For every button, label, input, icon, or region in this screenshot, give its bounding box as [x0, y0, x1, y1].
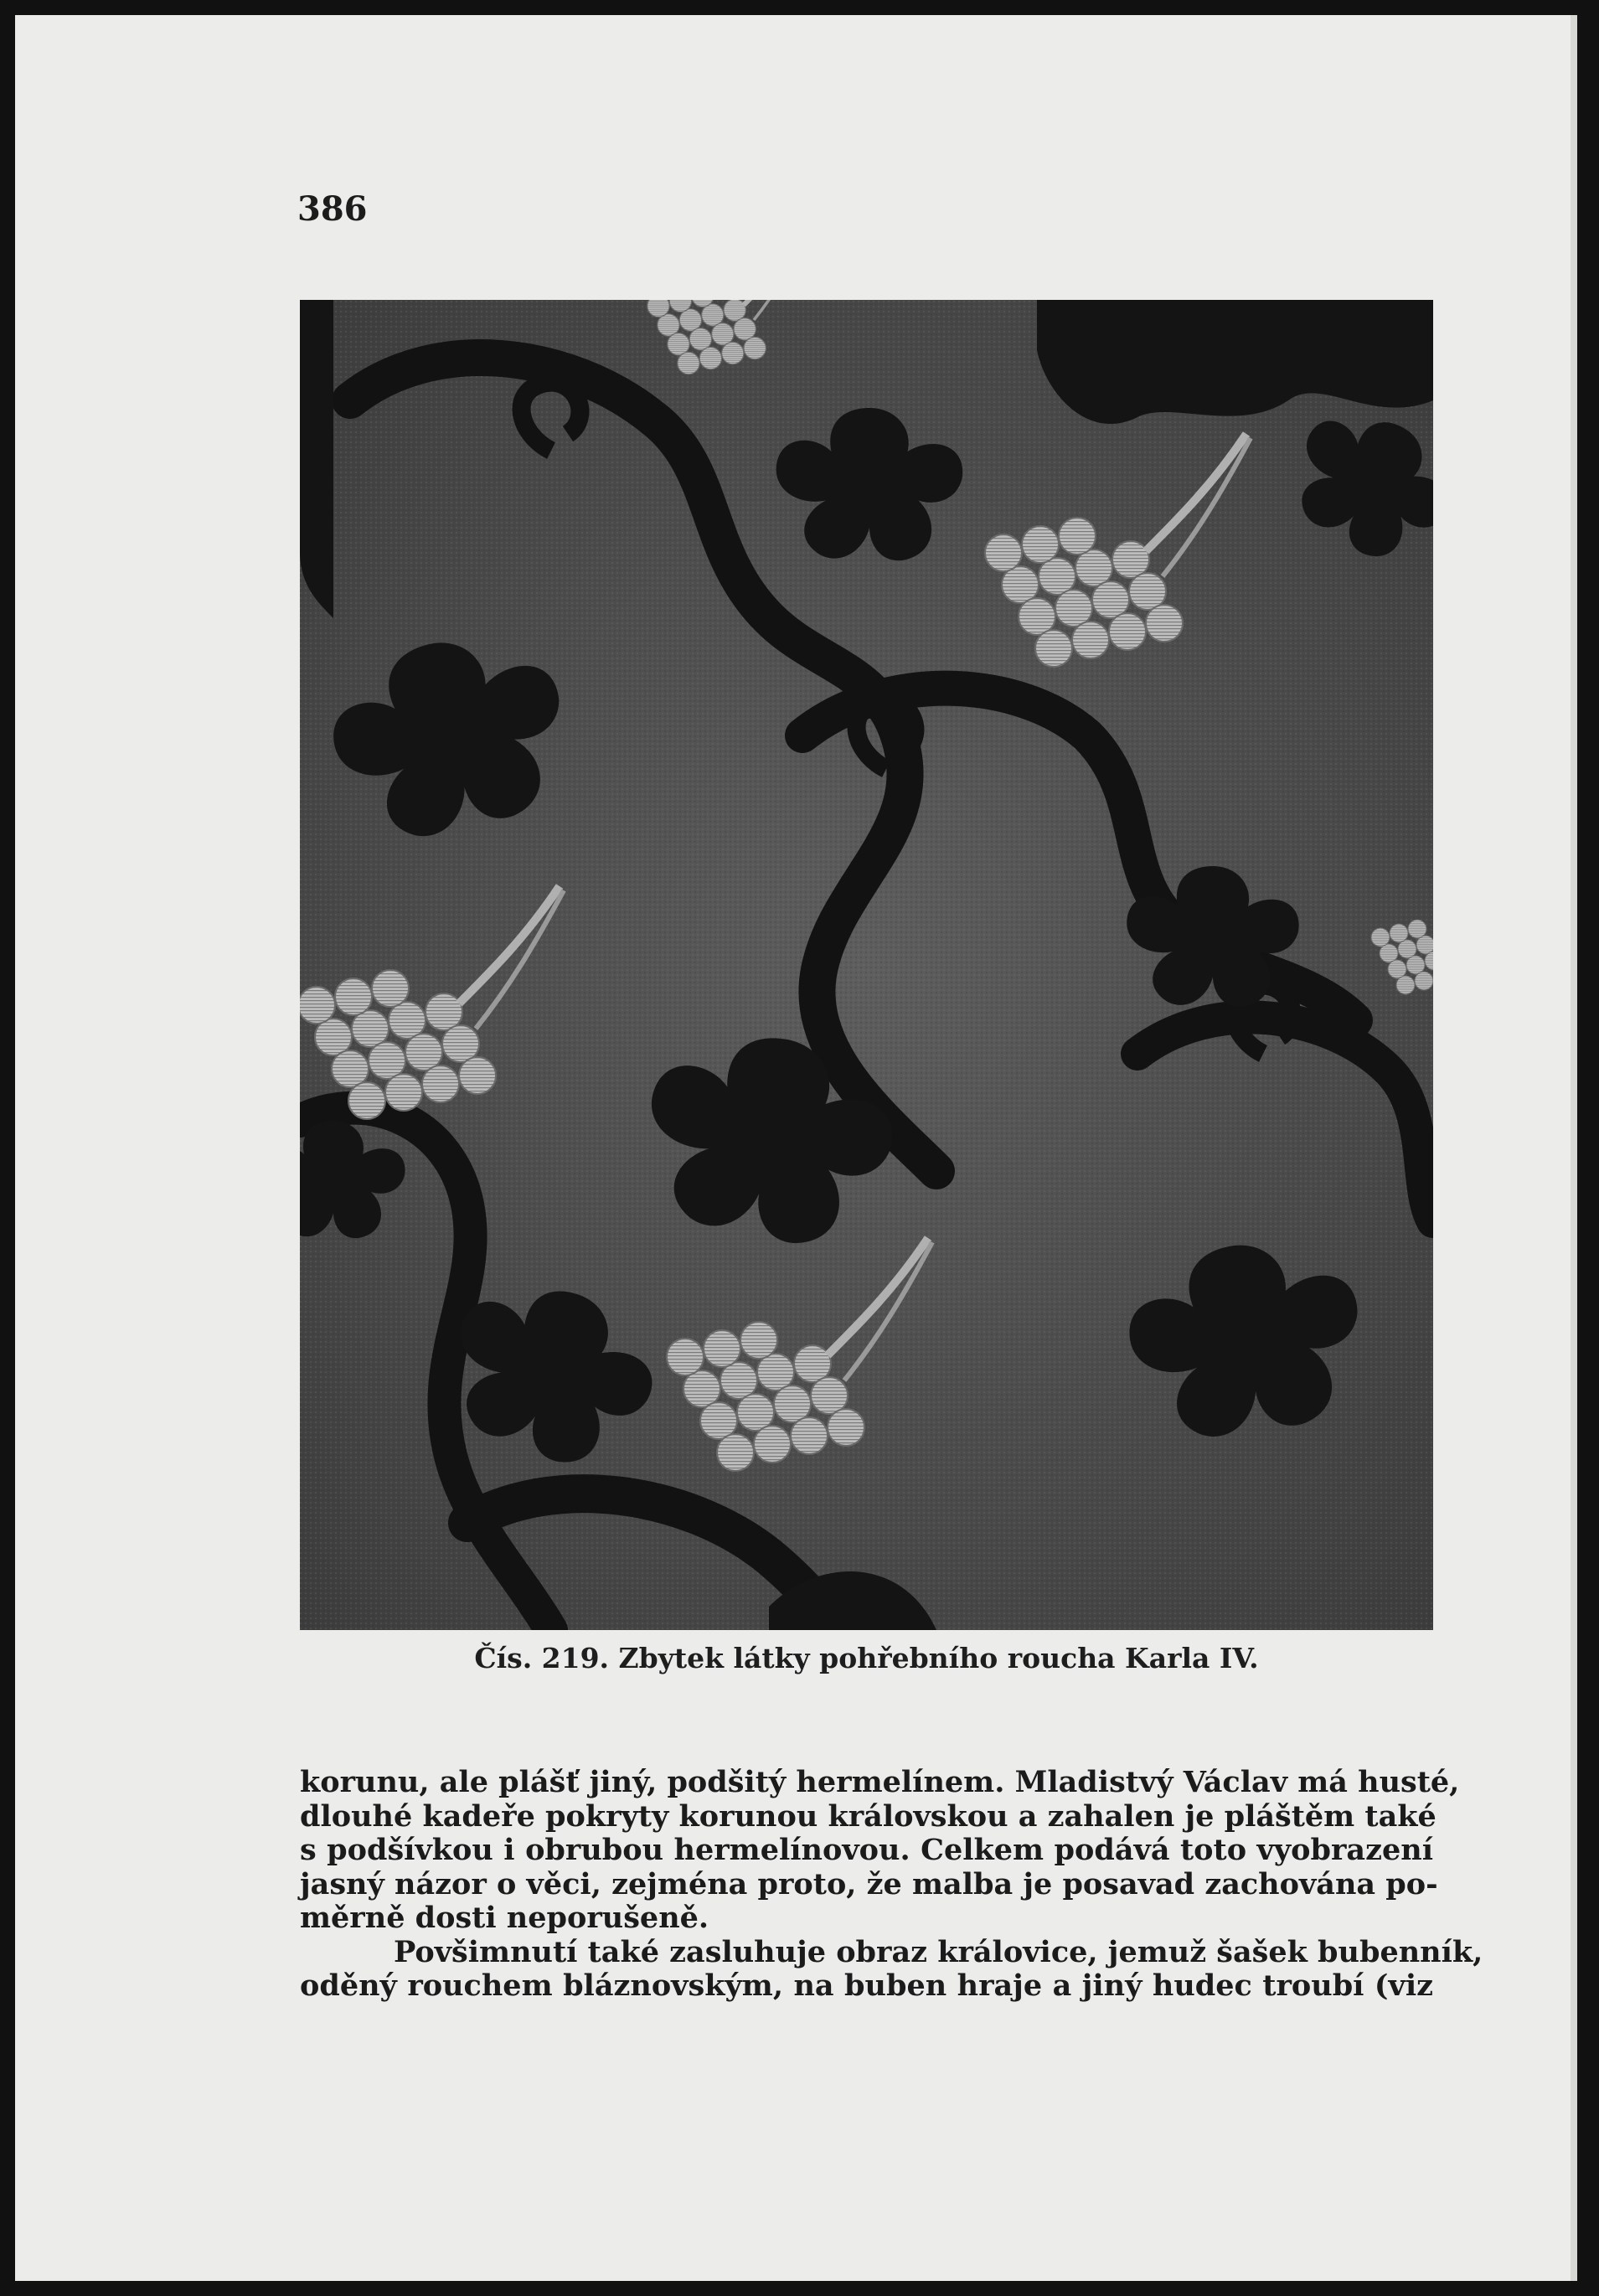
text-line: měrně dosti neporušeně.	[300, 1901, 709, 1935]
page-number: 386	[297, 189, 368, 229]
text-line: oděný rouchem bláznovským, na buben hraje a jiný hudec troubí (viz	[300, 1968, 1433, 2003]
text-line: Povšimnutí také zasluhuje obraz královice, jemuž šašek bubenník,	[394, 1934, 1483, 1969]
text-line: s podšívkou i obrubou hermelínovou. Celkem podává toto vyobrazení	[300, 1833, 1433, 1867]
book-page	[15, 15, 1577, 2281]
fabric-photograph	[300, 300, 1433, 1630]
figure-caption: Čís. 219. Zbytek látky pohřebního roucha Karla IV.	[474, 1642, 1259, 1674]
body-text	[300, 1765, 1483, 2004]
fabric-pattern-image	[300, 300, 1433, 1630]
text-line: jasný názor o věci, zejména proto, že malba je posavad zachována po-	[300, 1866, 1438, 1901]
text-line: korunu, ale plášť jiný, podšitý hermelínem. Mladistvý Václav má husté,	[300, 1765, 1460, 1799]
text-line: dlouhé kadeře pokryty korunou královskou a zahalen je pláštěm také	[300, 1798, 1437, 1834]
